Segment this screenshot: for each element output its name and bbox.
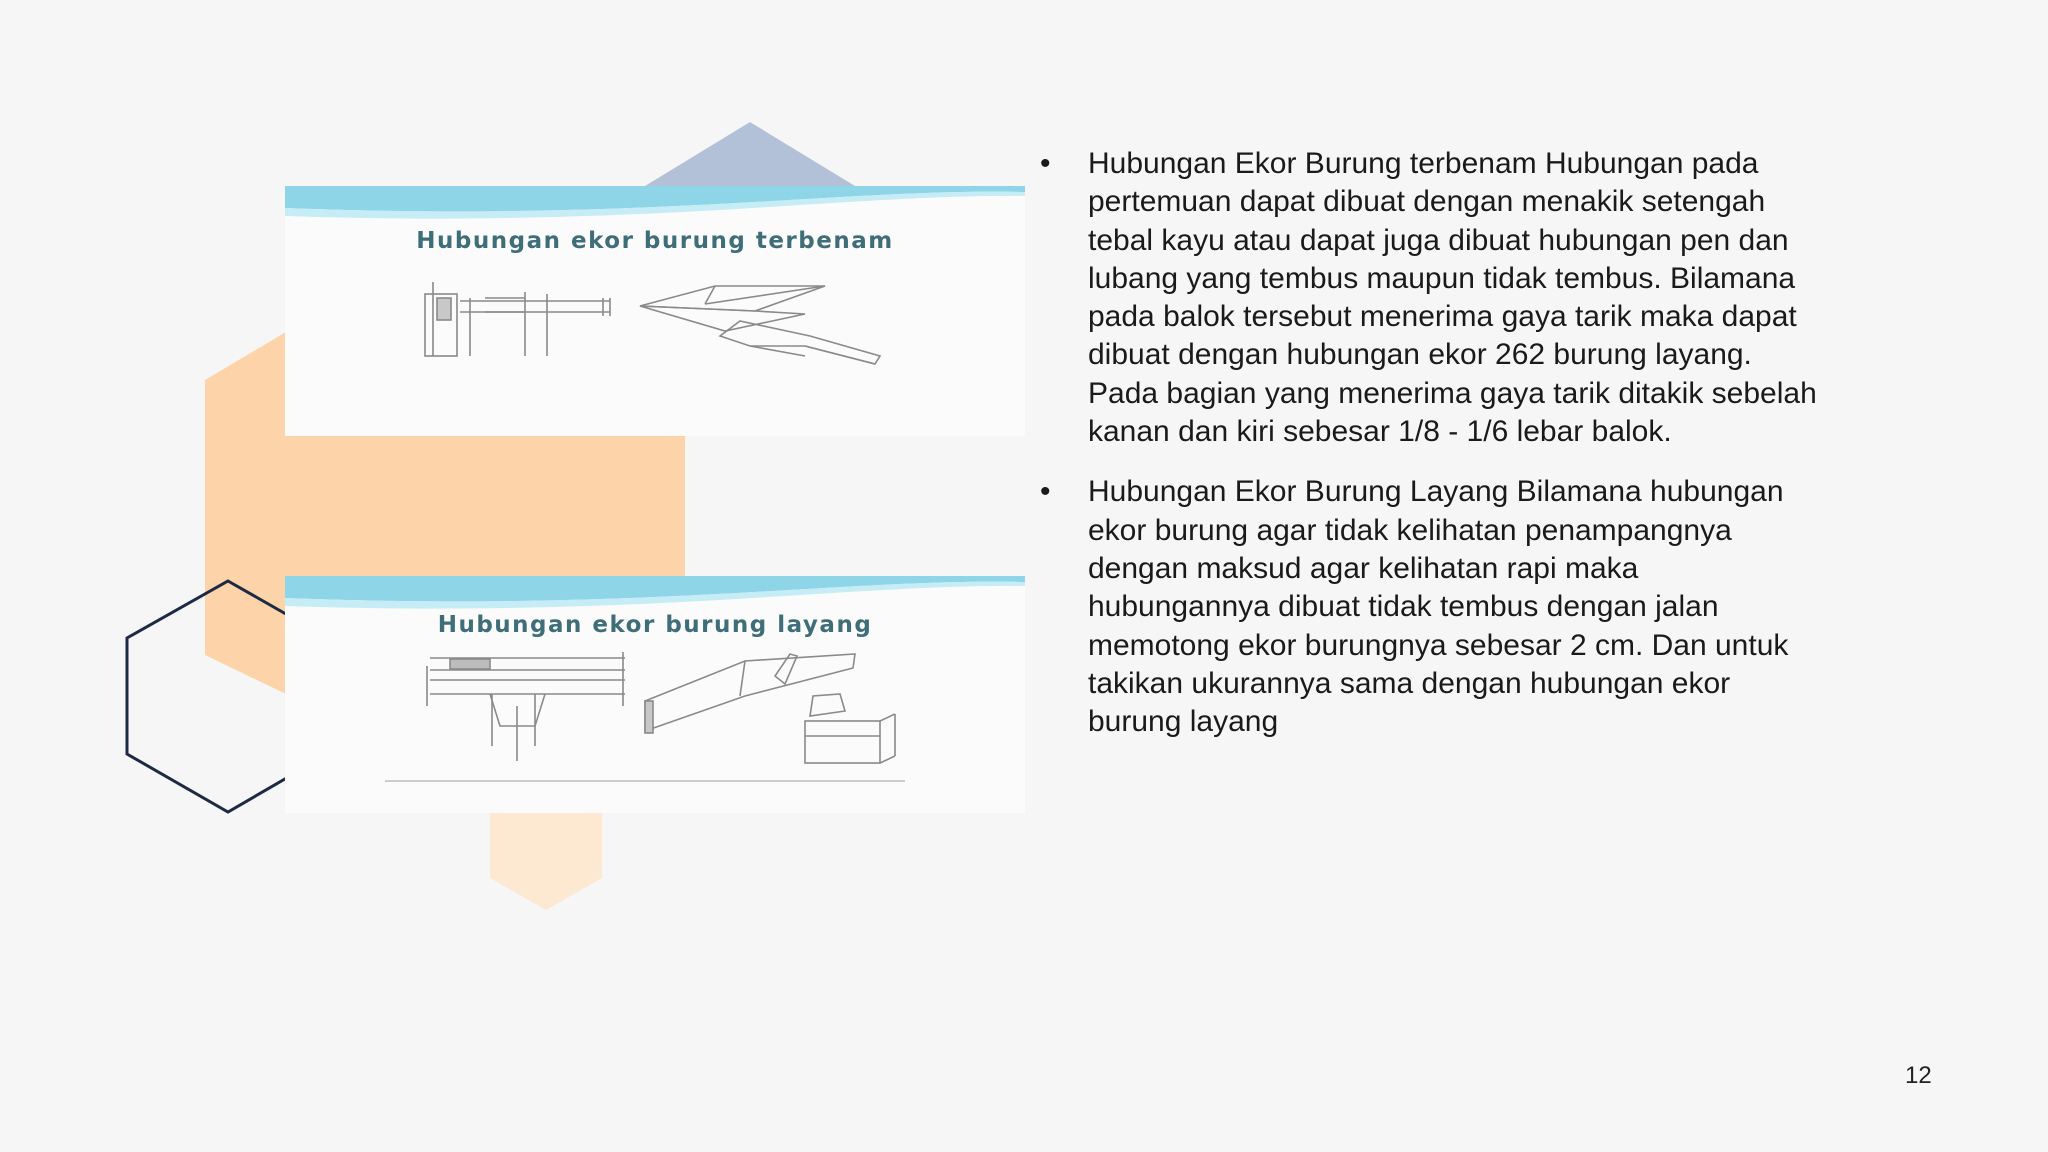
bullet-item	[1040, 473, 1820, 741]
joint-drawing	[285, 186, 1025, 436]
figure-ekor-burung-terbenam	[285, 186, 1025, 436]
bullet-list	[1040, 145, 1820, 763]
figure-title: Hubungan ekor burung layang	[437, 612, 873, 638]
page-number: 12	[1905, 1062, 1932, 1089]
bullet-text: Hubungan Ekor Burung terbenam Hubungan pada pertemuan dapat dibuat dengan menakik setengah tebal kayu atau dapat juga dibuat hubungan pen dan lubang yang tembus maupun tidak tembus. Bilamana pada balok tersebut menerima gaya tarik maka dapat dibuat dengan hubungan ekor 262 burung layang. Pada bagian yang menerima gaya tarik ditakik sebelah kanan dan kiri sebesar 1/8 - 1/6 lebar balok.	[1088, 147, 1817, 449]
joint-drawing	[285, 576, 1025, 813]
bullet-text: Hubungan Ekor Burung Layang Bilamana hubungan ekor burung agar tidak kelihatan penampangnya dengan maksud agar kelihatan rapi maka hubungannya dibuat tidak tembus dengan jalan memotong ekor burungnya sebesar 2 cm. Dan untuk takikan ukurannya sama dengan hubungan ekor burung layang	[1088, 475, 1789, 739]
bullet-dot: •	[1040, 147, 1051, 180]
bullet-dot: •	[1040, 475, 1051, 509]
bullet-item	[1040, 145, 1820, 451]
figure-ekor-burung-layang	[285, 576, 1025, 813]
figure-title: Hubungan ekor burung terbenam	[416, 228, 894, 254]
